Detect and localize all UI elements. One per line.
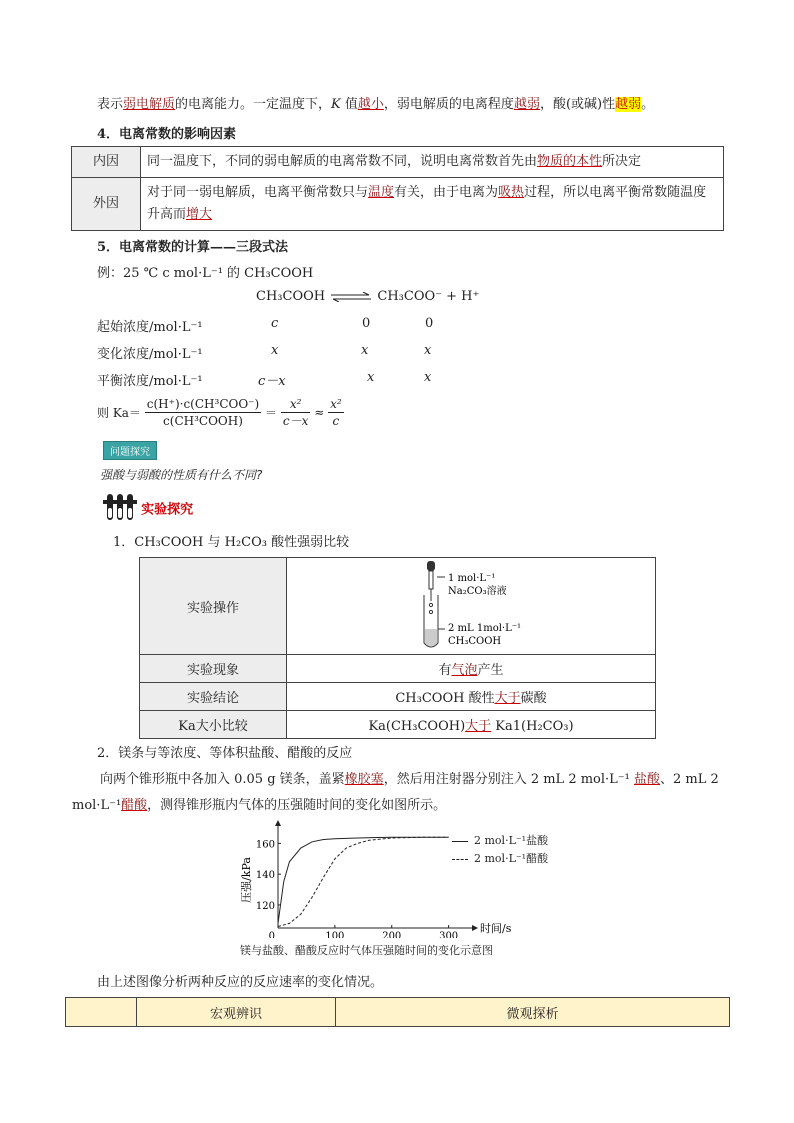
numerator: c(H⁺)·c(CH³COO⁻) (146, 397, 260, 411)
row-header: 实验现象 (140, 655, 287, 683)
row-content: 对于同一弱电解质，电离平衡常数只与温度有关，由于电离为吸热过程，所以电离平衡常数随温度升高而增大 (141, 178, 724, 231)
experiment1-table (139, 557, 656, 739)
x-tick-label: 100 (325, 931, 345, 938)
stage-value: c－x (258, 374, 286, 389)
denominator: c－x (282, 414, 309, 428)
legend (452, 832, 548, 868)
fill-answer: 大于 (494, 691, 521, 706)
stage-value: x (271, 343, 279, 358)
series-line (278, 837, 449, 926)
reagent-label: 2 mL 1mol·L⁻¹ (448, 622, 522, 634)
stage-value: 0 (425, 316, 434, 331)
row-header: 实验结论 (140, 683, 287, 711)
row-content: CH₃COOH 酸性大于碳酸 (287, 683, 656, 711)
legend-label: 2 mol·L⁻¹醋酸 (474, 852, 549, 865)
x-axis-arrow (472, 925, 478, 931)
text: ，弱电解质的电离程度 (383, 97, 514, 112)
lab-section-title (103, 494, 193, 522)
text: ，酸(或碱)性 (539, 97, 616, 112)
text: 则 Ka＝ (97, 406, 141, 420)
fraction (145, 396, 261, 429)
test-tube-dropper-diagram (287, 559, 647, 654)
fill-answer: 吸热 (498, 185, 525, 200)
fraction (281, 396, 311, 429)
reagent-label: CH₃COOH (448, 635, 502, 647)
fill-answer: 弱电解质 (123, 97, 176, 112)
experiment-heading: 2．镁条与等浓度、等体积盐酸、醋酸的反应 (97, 746, 353, 761)
example-text: 例：25 ℃ c mol·L⁻¹ 的 CH₃COOH (97, 266, 314, 281)
table-header-row (66, 998, 730, 1027)
fill-answer: 越小 (357, 97, 384, 112)
row-content: Ka(CH₃COOH)大于 Ka1(H₂CO₃) (287, 711, 656, 739)
table-row (140, 711, 656, 739)
column-header: 微观探析 (336, 998, 730, 1027)
stage-value: x (361, 343, 369, 358)
row-content: 同一温度下，不同的弱电解质的电离常数不同，说明电离常数首先由物质的本性所决定 (141, 147, 724, 178)
fraction (328, 396, 344, 429)
table-row (140, 558, 656, 655)
stage-label: 平衡浓度/mol·L⁻¹ (97, 374, 203, 389)
equilibrium-equation (256, 289, 479, 304)
x-tick-label: 300 (439, 931, 459, 938)
stage-value: c (271, 316, 279, 331)
equilibrium-arrow-icon (329, 292, 373, 302)
legend-label: 2 mol·L⁻¹盐酸 (474, 834, 549, 847)
question-text: 强酸与弱酸的性质有什么不同? (100, 468, 263, 482)
chart-caption: 镁与盐酸、醋酸反应时气体压强随时间的变化示意图 (240, 944, 493, 957)
fill-answer: 气泡 (451, 663, 478, 678)
stage-value: x (424, 343, 432, 358)
chart-series (278, 837, 449, 926)
lab-title: 实验探究 (141, 502, 194, 518)
denominator: c(CH³COOH) (163, 414, 243, 428)
legend-item (452, 832, 548, 850)
row-header: 外因 (72, 178, 141, 231)
numerator: x² (330, 397, 342, 411)
stage-value: x (367, 370, 375, 385)
text: 表示 (97, 97, 124, 112)
row-header: 内因 (72, 147, 141, 178)
reagent-label: Na₂CO₃溶液 (448, 585, 507, 597)
text: ＝ (265, 406, 278, 420)
row-header: Ka大小比较 (140, 711, 287, 739)
reagent-label: 1 mol·L⁻¹ (448, 572, 496, 584)
origin-label: 0 (268, 931, 275, 938)
section-heading: 4．电离常数的影响因素 (97, 127, 237, 142)
analysis-text: 由上述图像分析两种反应的反应速率的变化情况。 (97, 975, 384, 990)
x-axis-label: 时间/s (480, 922, 512, 935)
table-row (140, 655, 656, 683)
text: K (331, 97, 341, 112)
ka-formula (97, 396, 344, 429)
stage-value: x (424, 370, 432, 385)
reactant: CH₃COOH (256, 289, 326, 304)
analysis-table (65, 997, 730, 1027)
text: 的电离能力。一定温度下， (175, 97, 332, 112)
stage-label: 起始浓度/mol·L⁻¹ (97, 320, 203, 335)
experiment-description: 向两个锥形瓶中各加入 0.05 g 镁条，盖紧橡胶塞，然后用注射器分别注入 2 mL 2 mol·L⁻¹ 盐酸、2 mL 2 mol·L⁻¹醋酸，测得锥形瓶内气体的压强随时间的变化如图所示。 (72, 772, 719, 813)
table-row (140, 683, 656, 711)
fill-answer: 醋酸 (121, 798, 148, 813)
row-content: 有气泡产生 (287, 655, 656, 683)
column-header: 宏观辨识 (137, 998, 336, 1027)
table-row (72, 147, 724, 178)
y-axis-label: 压强/kPa (240, 857, 253, 903)
denominator: c (332, 414, 340, 428)
x-tick-label: 200 (382, 931, 402, 938)
fill-answer: 物质的本性 (537, 154, 603, 169)
test-tubes-icon (103, 494, 137, 522)
fill-answer: 温度 (368, 185, 395, 200)
y-tick-label: 120 (255, 900, 275, 912)
fill-answer: 盐酸 (634, 772, 661, 787)
products: CH₃COO⁻ + H⁺ (377, 289, 480, 304)
stage-value: 0 (362, 316, 371, 331)
y-tick-label: 160 (255, 839, 275, 851)
apparatus-cell (287, 558, 656, 655)
y-axis-arrow (275, 820, 281, 826)
fill-answer: 橡胶塞 (344, 772, 384, 787)
column-header (66, 998, 137, 1027)
section-heading: 5．电离常数的计算——三段式法 (97, 240, 289, 255)
legend-item (452, 850, 548, 868)
fill-answer: 越弱 (513, 97, 540, 112)
y-tick-label: 140 (255, 870, 275, 882)
table-row (72, 178, 724, 231)
chart-axes (275, 820, 478, 931)
row-header: 实验操作 (140, 558, 287, 655)
text: 。 (641, 97, 655, 112)
text: 值 (340, 97, 358, 112)
experiment-heading: 1．CH₃COOH 与 H₂CO₃ 酸性强弱比较 (113, 535, 350, 550)
fill-answer: 大于 (465, 719, 492, 734)
text: ≈ (314, 405, 325, 420)
highlighted-answer: 越弱 (615, 97, 642, 112)
problem-badge: 问题探究 (103, 441, 157, 460)
fill-answer: 增大 (186, 207, 213, 222)
intro-paragraph (97, 95, 737, 115)
numerator: x² (281, 396, 311, 413)
stage-label: 变化浓度/mol·L⁻¹ (97, 347, 203, 362)
factors-table (71, 146, 724, 231)
